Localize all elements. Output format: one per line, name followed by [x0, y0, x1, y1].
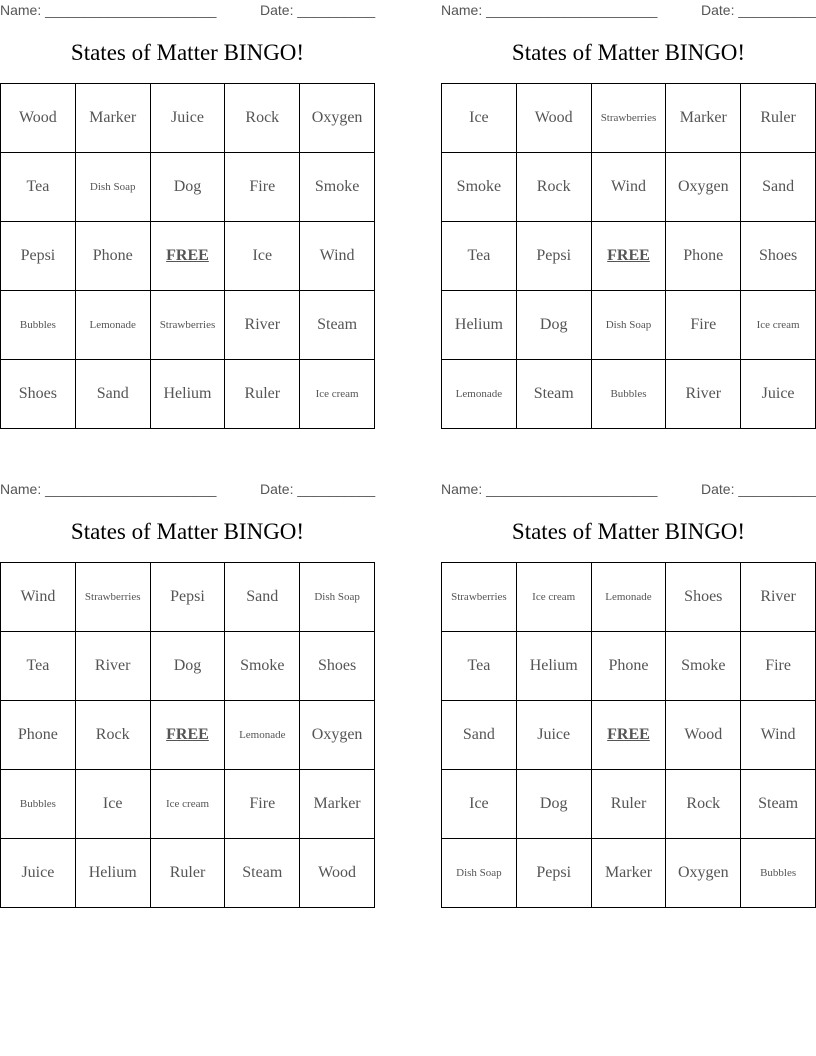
bingo-cell: Phone	[1, 701, 76, 770]
bingo-grid	[441, 562, 816, 908]
grid-row	[1, 701, 375, 770]
card-title: States of Matter BINGO!	[511, 519, 746, 544]
bingo-cell: Wood	[300, 839, 375, 908]
bingo-cell: Bubbles	[591, 360, 666, 429]
date-label: Date: __________	[260, 2, 376, 18]
bingo-cell: Rock	[666, 770, 741, 839]
bingo-cell: Fire	[225, 770, 300, 839]
bingo-cell: Ruler	[591, 770, 666, 839]
bingo-cell: Juice	[150, 84, 225, 153]
name-label: Name: ______________________	[0, 481, 217, 497]
bingo-card-2	[441, 0, 816, 440]
grid-row	[442, 839, 816, 908]
bingo-cell: Strawberries	[442, 563, 517, 632]
bingo-cell: Wood	[666, 701, 741, 770]
card-title: States of Matter BINGO!	[70, 519, 305, 544]
bingo-cell: Ice cream	[300, 360, 375, 429]
grid-row	[442, 153, 816, 222]
bingo-cell: River	[666, 360, 741, 429]
bingo-cell: Marker	[75, 84, 150, 153]
bingo-cell: Ice cream	[741, 291, 816, 360]
bingo-cell: Helium	[442, 291, 517, 360]
free-space: FREE	[591, 222, 666, 291]
bingo-cell: Sand	[741, 153, 816, 222]
bingo-cell: Lemonade	[225, 701, 300, 770]
bingo-cell: Sand	[225, 563, 300, 632]
bingo-cell: Steam	[516, 360, 591, 429]
free-space: FREE	[591, 701, 666, 770]
bingo-cell: Steam	[300, 291, 375, 360]
bingo-cell: Tea	[1, 632, 76, 701]
bingo-cell: Oxygen	[666, 153, 741, 222]
bingo-cell: Shoes	[1, 360, 76, 429]
bingo-cell: Dish Soap	[591, 291, 666, 360]
bingo-cell: Fire	[666, 291, 741, 360]
bingo-cell: Rock	[75, 701, 150, 770]
bingo-cell: Helium	[150, 360, 225, 429]
bingo-cell: Juice	[516, 701, 591, 770]
free-space: FREE	[150, 701, 225, 770]
bingo-cell: Lemonade	[442, 360, 517, 429]
bingo-cell: Fire	[741, 632, 816, 701]
bingo-cell: Bubbles	[741, 839, 816, 908]
bingo-cell: Marker	[591, 839, 666, 908]
free-space: FREE	[150, 222, 225, 291]
bingo-cell: Bubbles	[1, 291, 76, 360]
bingo-cell: Wind	[591, 153, 666, 222]
bingo-cell: Dog	[150, 632, 225, 701]
card-title: States of Matter BINGO!	[70, 40, 305, 65]
bingo-cell: Fire	[225, 153, 300, 222]
bingo-cell: Pepsi	[1, 222, 76, 291]
bingo-cell: Ice	[442, 770, 517, 839]
bingo-grid	[441, 83, 816, 429]
bingo-cell: Ice cream	[516, 563, 591, 632]
bingo-cell: Tea	[442, 222, 517, 291]
grid-row	[442, 222, 816, 291]
card-title: States of Matter BINGO!	[511, 40, 746, 65]
bingo-grid	[0, 562, 375, 908]
grid-row	[1, 360, 375, 429]
bingo-cell: Smoke	[225, 632, 300, 701]
bingo-cell: Dish Soap	[300, 563, 375, 632]
bingo-cell: Dog	[516, 291, 591, 360]
grid-row	[1, 222, 375, 291]
bingo-card-4	[441, 479, 816, 919]
bingo-cell: Wind	[741, 701, 816, 770]
grid-row	[442, 84, 816, 153]
bingo-cell: Tea	[1, 153, 76, 222]
bingo-cell: Marker	[300, 770, 375, 839]
bingo-cell: Helium	[75, 839, 150, 908]
bingo-cell: Oxygen	[666, 839, 741, 908]
grid-row	[442, 632, 816, 701]
bingo-cell: Ice	[75, 770, 150, 839]
bingo-cell: Strawberries	[75, 563, 150, 632]
bingo-cell: Marker	[666, 84, 741, 153]
grid-row	[1, 563, 375, 632]
bingo-cell: River	[75, 632, 150, 701]
grid-row	[1, 153, 375, 222]
bingo-cell: Ice	[442, 84, 517, 153]
grid-row	[442, 360, 816, 429]
bingo-cell: Juice	[1, 839, 76, 908]
bingo-cell: Sand	[442, 701, 517, 770]
bingo-cell: Pepsi	[516, 839, 591, 908]
bingo-cell: River	[741, 563, 816, 632]
bingo-cell: Smoke	[300, 153, 375, 222]
bingo-cell: Dish Soap	[442, 839, 517, 908]
bingo-cell: Ice cream	[150, 770, 225, 839]
bingo-cell: Steam	[741, 770, 816, 839]
bingo-cell: Wind	[300, 222, 375, 291]
bingo-cell: Ice	[225, 222, 300, 291]
bingo-card-1	[0, 0, 375, 440]
date-label: Date: __________	[260, 481, 376, 497]
bingo-cell: Shoes	[666, 563, 741, 632]
bingo-cell: Pepsi	[150, 563, 225, 632]
bingo-cell: Smoke	[666, 632, 741, 701]
bingo-cell: Steam	[225, 839, 300, 908]
bingo-cell: Oxygen	[300, 701, 375, 770]
bingo-cell: Wood	[516, 84, 591, 153]
bingo-cell: Dog	[150, 153, 225, 222]
bingo-cell: Wood	[1, 84, 76, 153]
grid-row	[1, 839, 375, 908]
bingo-cell: Shoes	[300, 632, 375, 701]
bingo-cell: Ruler	[150, 839, 225, 908]
date-label: Date: __________	[701, 481, 816, 497]
bingo-cell: Lemonade	[75, 291, 150, 360]
bingo-cell: Shoes	[741, 222, 816, 291]
grid-row	[1, 84, 375, 153]
name-label: Name: ______________________	[441, 481, 658, 497]
grid-row	[1, 770, 375, 839]
grid-row	[442, 701, 816, 770]
grid-row	[442, 291, 816, 360]
date-label: Date: __________	[701, 2, 816, 18]
bingo-cell: Smoke	[442, 153, 517, 222]
bingo-cell: Bubbles	[1, 770, 76, 839]
grid-row	[442, 770, 816, 839]
grid-row	[1, 291, 375, 360]
bingo-cell: Ruler	[741, 84, 816, 153]
bingo-cell: Sand	[75, 360, 150, 429]
bingo-cell: Ruler	[225, 360, 300, 429]
bingo-cell: Pepsi	[516, 222, 591, 291]
bingo-grid	[0, 83, 375, 429]
bingo-card-3	[0, 479, 375, 919]
bingo-cell: Rock	[516, 153, 591, 222]
bingo-cell: Tea	[442, 632, 517, 701]
bingo-cell: Wind	[1, 563, 76, 632]
bingo-cell: Lemonade	[591, 563, 666, 632]
grid-row	[1, 632, 375, 701]
name-label: Name: ______________________	[441, 2, 658, 18]
bingo-cell: Dish Soap	[75, 153, 150, 222]
bingo-cell: Rock	[225, 84, 300, 153]
bingo-cell: Strawberries	[150, 291, 225, 360]
bingo-cell: Phone	[75, 222, 150, 291]
bingo-cell: Oxygen	[300, 84, 375, 153]
bingo-cell: Juice	[741, 360, 816, 429]
bingo-cell: River	[225, 291, 300, 360]
bingo-cell: Phone	[591, 632, 666, 701]
name-label: Name: ______________________	[0, 2, 217, 18]
bingo-cell: Helium	[516, 632, 591, 701]
bingo-cell: Strawberries	[591, 84, 666, 153]
grid-row	[442, 563, 816, 632]
bingo-cell: Phone	[666, 222, 741, 291]
bingo-cell: Dog	[516, 770, 591, 839]
